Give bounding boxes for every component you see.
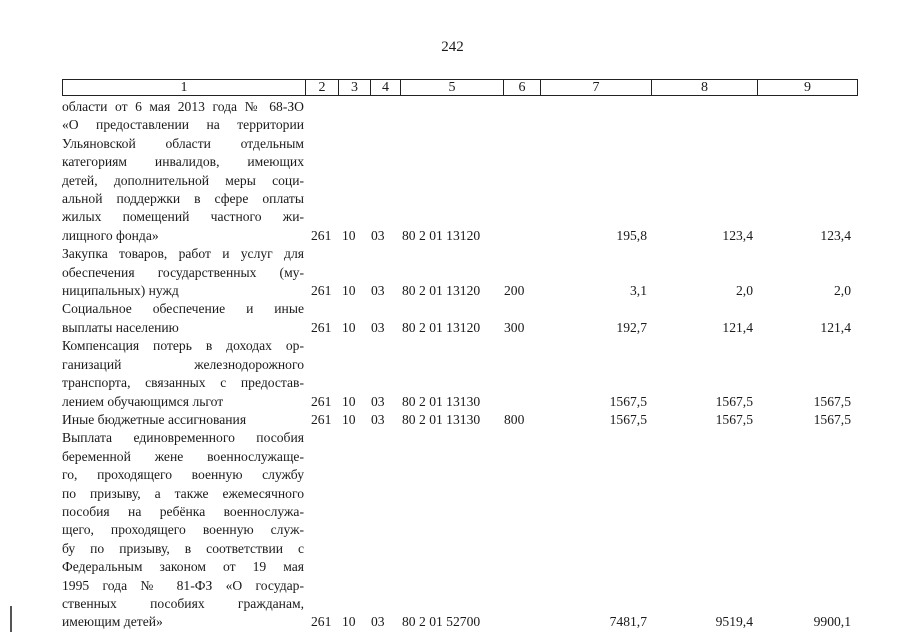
description-line: Федеральным законом от 19 мая — [62, 559, 304, 575]
row-description — [62, 300, 304, 337]
cell-c7: 195,8 — [616, 227, 647, 243]
cell-c7: 3,1 — [630, 283, 647, 299]
description-line: беременной жене военнослужаще- — [62, 448, 304, 464]
header-col-3: 3 — [338, 80, 370, 95]
cell-c8: 2,0 — [736, 283, 753, 299]
table-row — [62, 300, 858, 337]
header-col-2: 2 — [305, 80, 338, 95]
description-line: транспорта, связанных с предостав- — [62, 375, 304, 391]
description-line: обеспечения государственных (му- — [62, 264, 304, 280]
row-description — [62, 337, 304, 411]
cell-c3: 10 — [342, 227, 356, 243]
cell-c5: 80 2 01 13130 — [402, 411, 481, 427]
description-line: детей, дополнительной меры соци- — [62, 172, 304, 188]
header-col-6: 6 — [503, 80, 540, 95]
cell-c6 — [502, 227, 539, 245]
description-line: лением обучающимся льгот — [62, 393, 224, 409]
cell-c9: 1567,5 — [813, 393, 851, 409]
cell-c3: 10 — [342, 393, 356, 409]
description-line: жилых помещений частного жи- — [62, 209, 304, 225]
table-row — [62, 429, 858, 631]
row-description — [62, 429, 304, 631]
header-col-7: 7 — [540, 80, 651, 95]
description-line: области от 6 мая 2013 года № 68-ЗО — [62, 99, 304, 114]
cell-c2: 261 — [311, 283, 332, 299]
cell-c9: 1567,5 — [813, 411, 851, 427]
cell-c4: 03 — [371, 227, 385, 243]
description-line: Иные бюджетные ассигнования — [62, 411, 247, 427]
cell-c7: 192,7 — [616, 319, 647, 335]
table-body — [62, 98, 858, 632]
cell-c5: 80 2 01 13120 — [402, 227, 481, 243]
description-line: категориям инвалидов, имеющих — [62, 154, 304, 170]
cell-c3: 10 — [342, 411, 356, 427]
cell-c9: 123,4 — [820, 227, 851, 243]
cell-c4: 03 — [371, 393, 385, 409]
cell-c3: 10 — [342, 319, 356, 335]
description-line: щего, проходящего военную служ- — [62, 522, 304, 538]
header-col-8: 8 — [651, 80, 757, 95]
cell-c4: 03 — [371, 283, 385, 299]
header-col-5: 5 — [400, 80, 503, 95]
row-description — [62, 98, 304, 245]
description-line: го, проходящего военную службу — [62, 467, 304, 483]
description-line: Ульяновской области отдельным — [62, 135, 304, 151]
table-row — [62, 337, 858, 411]
cell-c7: 1567,5 — [609, 393, 647, 409]
description-line: альной поддержки в сфере оплаты — [62, 191, 304, 207]
cell-c6 — [502, 393, 539, 411]
cell-c6: 800 — [504, 411, 525, 427]
description-line: Социальное обеспечение и иные — [62, 301, 304, 317]
cell-c8: 1567,5 — [715, 393, 753, 409]
cell-c3: 10 — [342, 283, 356, 299]
description-line: бу по призыву, в соответствии с — [62, 540, 304, 556]
description-line: имеющим детей» — [62, 614, 163, 630]
description-line: ниципальных) нужд — [62, 283, 179, 299]
cell-c7: 1567,5 — [609, 411, 647, 427]
scan-mark — [10, 606, 12, 632]
cell-c5: 80 2 01 13130 — [402, 393, 481, 409]
cell-c5: 80 2 01 13120 — [402, 283, 481, 299]
cell-c6 — [502, 613, 539, 631]
description-line: выплаты населению — [62, 319, 179, 335]
cell-c9: 2,0 — [834, 283, 851, 299]
cell-c5: 80 2 01 13120 — [402, 319, 481, 335]
cell-c2: 261 — [311, 411, 332, 427]
description-line: Компенсация потерь в доходах ор- — [62, 338, 304, 354]
cell-c9: 121,4 — [820, 319, 851, 335]
cell-c9: 9900,1 — [813, 614, 851, 630]
cell-c4: 03 — [371, 411, 385, 427]
description-line: пособия на ребёнка военнослужа- — [62, 503, 304, 519]
cell-c2: 261 — [311, 393, 332, 409]
description-line: лищного фонда» — [62, 227, 159, 243]
cell-c8: 123,4 — [722, 227, 753, 243]
page-number: 242 — [441, 39, 464, 55]
description-line: ственных пособиях гражданам, — [62, 595, 304, 611]
table-row — [62, 411, 858, 429]
table-row — [62, 245, 858, 300]
cell-c2: 261 — [311, 614, 332, 630]
cell-c7: 7481,7 — [609, 614, 647, 630]
cell-c5: 80 2 01 52700 — [402, 614, 481, 630]
cell-c2: 261 — [311, 227, 332, 243]
cell-c6: 300 — [504, 319, 525, 335]
header-col-9: 9 — [757, 80, 857, 95]
cell-c4: 03 — [371, 614, 385, 630]
description-line: ганизаций железнодорожного — [62, 356, 304, 372]
description-line: 1995 года № 81-ФЗ «О государ- — [62, 577, 304, 593]
header-col-4: 4 — [370, 80, 400, 95]
cell-c6: 200 — [504, 283, 525, 299]
header-col-1: 1 — [180, 80, 188, 95]
row-description — [62, 245, 304, 300]
cell-c3: 10 — [342, 614, 356, 630]
cell-c8: 9519,4 — [715, 614, 753, 630]
description-line: по призыву, а также ежемесячного — [62, 485, 304, 501]
table-header — [62, 79, 858, 96]
cell-c4: 03 — [371, 319, 385, 335]
description-line: Выплата единовременного пособия — [62, 430, 304, 446]
description-line: «О предоставлении на территории — [62, 117, 304, 133]
cell-c8: 121,4 — [722, 319, 753, 335]
row-description — [62, 411, 304, 429]
description-line: Закупка товаров, работ и услуг для — [62, 246, 304, 262]
cell-c2: 261 — [311, 319, 332, 335]
table-row — [62, 98, 858, 245]
cell-c8: 1567,5 — [715, 411, 753, 427]
